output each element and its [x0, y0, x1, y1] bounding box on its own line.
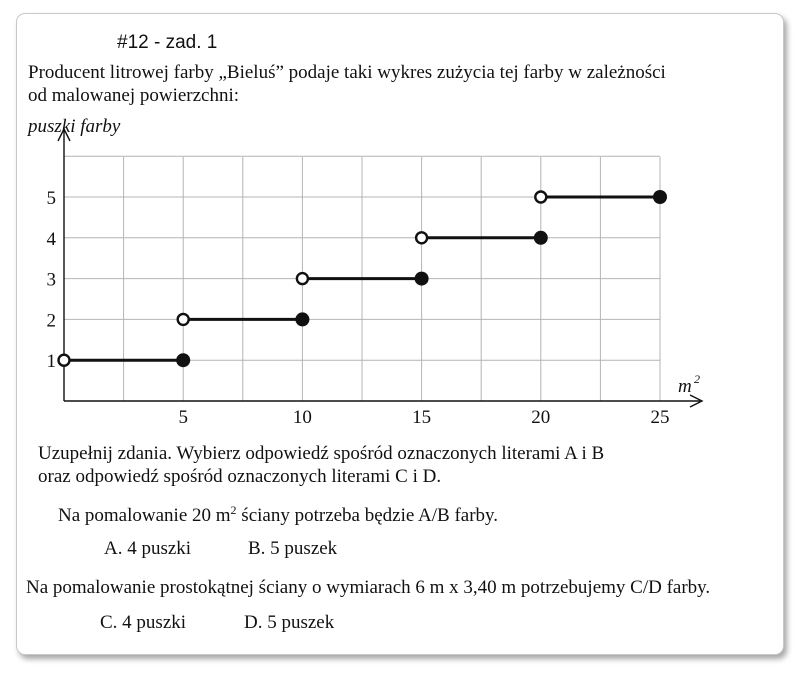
option-c[interactable]: C. 4 puszki — [100, 612, 187, 633]
x-tick-label: 20 — [531, 407, 551, 428]
closed-endpoint — [415, 272, 429, 286]
option-a[interactable]: A. 4 puszki — [104, 538, 192, 559]
x-tick-label: 25 — [650, 407, 670, 428]
question-1 — [58, 505, 498, 527]
open-endpoint — [416, 232, 427, 243]
option-d[interactable]: D. 5 puszek — [244, 612, 335, 633]
question-1-superscript: 2 — [230, 503, 237, 517]
y-tick-label: 5 — [46, 188, 56, 209]
x-tick-label: 10 — [292, 407, 312, 428]
x-tick-label: 5 — [178, 407, 188, 428]
option-b[interactable]: B. 5 puszek — [248, 538, 338, 559]
task-number: #12 - zad. 1 — [117, 32, 218, 53]
open-endpoint — [297, 273, 308, 284]
question-1-start: Na pomalowanie 20 m — [58, 505, 231, 526]
y-tick-label: 3 — [46, 269, 56, 291]
instruction-line-2: oraz odpowiedź spośród oznaczonych literami C i D. — [38, 466, 442, 487]
closed-endpoint — [534, 231, 548, 245]
open-endpoint — [178, 314, 189, 325]
open-endpoint — [59, 355, 70, 366]
x-tick-label: 15 — [412, 407, 432, 428]
closed-endpoint — [295, 312, 309, 326]
y-tick-label: 4 — [46, 228, 56, 250]
x-axis-label-exponent: 2 — [694, 372, 700, 386]
y-tick-label: 2 — [46, 310, 56, 332]
intro-line-1: Producent litrowej farby „Bieluś” podaje taki wykres zużycia tej farby w zależności — [28, 62, 666, 83]
question-2: Na pomalowanie prostokątnej ściany o wymiarach 6 m x 3,40 m potrzebujemy C/D farby. — [26, 577, 711, 598]
x-axis-label: m — [678, 376, 692, 397]
open-endpoint — [535, 192, 546, 203]
closed-endpoint — [176, 353, 190, 367]
closed-endpoint — [653, 190, 667, 204]
y-tick-label: 1 — [46, 351, 56, 373]
instruction-line-1: Uzupełnij zdania. Wybierz odpowiedź spośród oznaczonych literami A i B — [38, 443, 605, 464]
y-axis-label: puszki farby — [28, 116, 121, 137]
intro-line-2: od malowanej powierzchni: — [28, 85, 240, 106]
question-1-end: ściany potrzeba będzie A/B farby. — [236, 505, 499, 526]
